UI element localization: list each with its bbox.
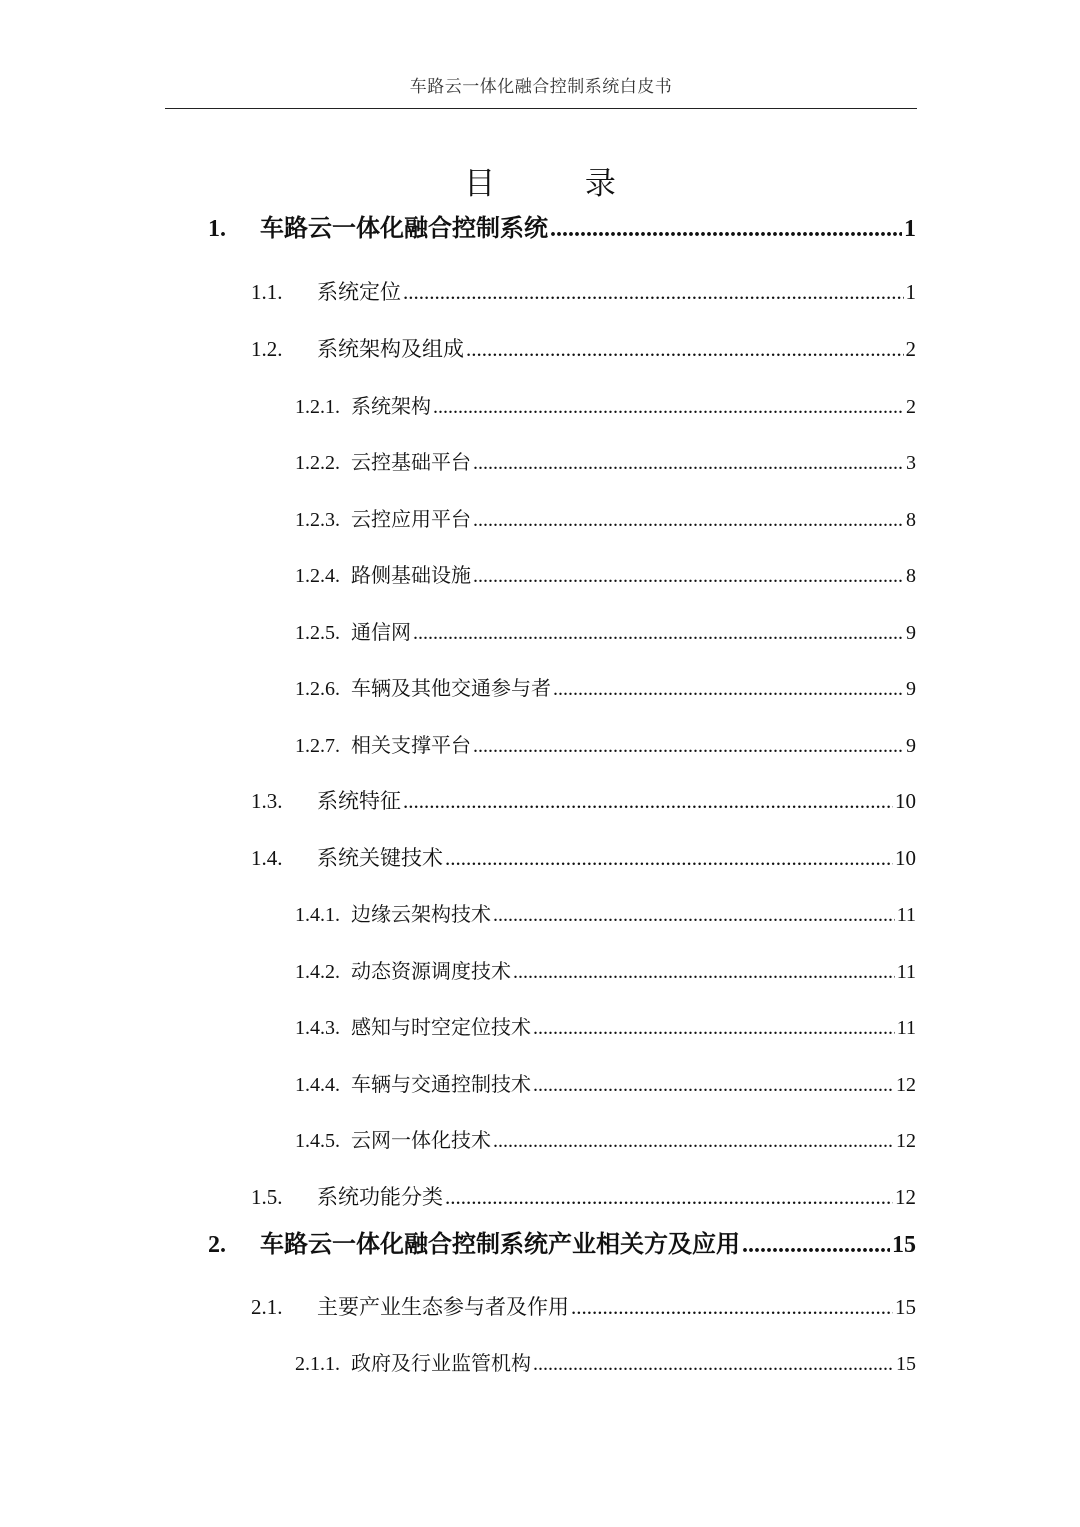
toc-dot-leader — [493, 904, 895, 927]
toc-entry-label: 主要产业生态参与者及作用 — [317, 1295, 569, 1319]
toc-dot-leader — [413, 622, 904, 645]
toc-entry-number: 2.1.1. — [295, 1353, 340, 1375]
toc-entry-label: 系统功能分类 — [317, 1185, 443, 1209]
toc-entry-label: 系统架构及组成 — [317, 337, 464, 361]
running-header: 车路云一体化融合控制系统白皮书 — [409, 77, 673, 97]
toc-entry-page: 11 — [896, 904, 916, 926]
toc-entry-number: 1.4.1. — [295, 904, 340, 926]
toc-dot-leader — [533, 1353, 894, 1376]
toc-entry-page: 1 — [905, 280, 916, 304]
toc-entry-number: 1.2.3. — [295, 509, 340, 531]
toc-entry-number: 1.4.5. — [295, 1130, 340, 1152]
toc-entry-number: 1.3. — [251, 789, 283, 813]
toc-entry-page: 1 — [904, 216, 916, 242]
toc-entry-1-2-4[interactable] — [295, 559, 916, 593]
toc-entry-1-2-3[interactable] — [295, 503, 916, 537]
toc-entry-label: 感知与时空定位技术 — [351, 1015, 531, 1039]
toc-dot-leader — [533, 1017, 895, 1040]
toc-entry-page: 10 — [895, 789, 916, 813]
toc-entry-1-2[interactable] — [251, 333, 916, 367]
toc-entry-number: 1.2.1. — [295, 396, 340, 418]
toc-entry-label: 车路云一体化融合控制系统产业相关方及应用 — [260, 1230, 740, 1258]
toc-entry-label: 系统定位 — [317, 280, 401, 304]
toc-entry-1-3[interactable] — [251, 785, 916, 819]
toc-entry-number: 1.2.5. — [295, 622, 340, 644]
toc-entry-label: 政府及行业监管机构 — [351, 1351, 531, 1375]
toc-entry-page: 8 — [906, 509, 916, 531]
toc-entry-page: 12 — [895, 1185, 916, 1209]
toc-entry-1-4[interactable] — [251, 842, 916, 876]
toc-entry-number: 1.2. — [251, 337, 283, 361]
toc-entry-1-4-4[interactable] — [295, 1068, 916, 1102]
toc-entry-1-2-2[interactable] — [295, 446, 916, 480]
toc-entry-label: 车辆及其他交通参与者 — [351, 676, 551, 700]
toc-entry-page: 15 — [892, 1232, 916, 1258]
toc-entry-page: 2 — [906, 396, 916, 418]
toc-entry-number: 1.4. — [251, 846, 283, 870]
toc-entry-label: 系统特征 — [317, 789, 401, 813]
toc-entry-page: 2 — [905, 337, 916, 361]
toc-entry-number: 1.4.4. — [295, 1074, 340, 1096]
toc-entry-number: 1.2.2. — [295, 452, 340, 474]
toc-entry-number: 2.1. — [251, 1295, 283, 1319]
toc-entry-label: 动态资源调度技术 — [351, 959, 511, 983]
toc-entry-page: 10 — [895, 846, 916, 870]
toc-dot-leader — [473, 452, 904, 475]
toc-entry-number: 1.4.2. — [295, 961, 340, 983]
toc-dot-leader — [433, 396, 904, 419]
toc-entry-number: 1.2.6. — [295, 678, 340, 700]
toc-entry-1-2-7[interactable] — [295, 729, 916, 763]
toc-entry-label: 云控应用平台 — [351, 507, 471, 531]
toc-entry-page: 11 — [896, 961, 916, 983]
toc-entry-label: 云网一体化技术 — [351, 1128, 491, 1152]
toc-entry-1-4-3[interactable] — [295, 1011, 916, 1045]
toc-entry-label: 相关支撑平台 — [351, 733, 471, 757]
toc-entry-number: 1.4.3. — [295, 1017, 340, 1039]
toc-entry-label: 路侧基础设施 — [351, 563, 471, 587]
toc-entry-number: 2. — [208, 1232, 226, 1258]
toc-entry-label: 通信网 — [351, 620, 411, 644]
toc-entry-page: 9 — [906, 735, 916, 757]
toc-dot-leader — [493, 1130, 894, 1153]
toc-dot-leader — [403, 280, 904, 305]
toc-dot-leader — [403, 789, 893, 814]
toc-entry-number: 1. — [208, 216, 226, 242]
toc-entry-number: 1.2.4. — [295, 565, 340, 587]
toc-entry-1-5[interactable] — [251, 1181, 916, 1215]
toc-entry-1-2-5[interactable] — [295, 616, 916, 650]
toc-dot-leader — [550, 216, 902, 243]
toc-dot-leader — [473, 735, 904, 758]
toc-dot-leader — [445, 1185, 893, 1210]
toc-entry-page: 11 — [896, 1017, 916, 1039]
toc-entry-page: 9 — [906, 622, 916, 644]
toc-entry-page: 12 — [896, 1074, 916, 1096]
toc-dot-leader — [473, 509, 904, 532]
toc-dot-leader — [742, 1232, 890, 1259]
toc-entry-page: 15 — [895, 1295, 916, 1319]
toc-entry-1-4-5[interactable] — [295, 1124, 916, 1158]
toc-entry-1[interactable] — [208, 208, 916, 242]
toc-entry-number: 1.1. — [251, 280, 283, 304]
toc-dot-leader — [473, 565, 904, 588]
toc-entry-1-4-1[interactable] — [295, 898, 916, 932]
toc-entry-label: 车辆与交通控制技术 — [351, 1072, 531, 1096]
toc-entry-page: 15 — [896, 1353, 916, 1375]
toc-dot-leader — [553, 678, 904, 701]
toc-entry-1-1[interactable] — [251, 276, 916, 310]
toc-entry-number: 1.5. — [251, 1185, 283, 1209]
toc-entry-page: 3 — [906, 452, 916, 474]
toc-entry-label: 边缘云架构技术 — [351, 902, 491, 926]
toc-entry-2[interactable] — [208, 1224, 916, 1258]
toc-entry-label: 系统架构 — [351, 394, 431, 418]
toc-dot-leader — [466, 337, 904, 362]
toc-entry-label: 系统关键技术 — [317, 846, 443, 870]
toc-entry-page: 12 — [896, 1130, 916, 1152]
toc-dot-leader — [445, 846, 893, 871]
toc-entry-1-4-2[interactable] — [295, 955, 916, 989]
toc-entry-2-1-1[interactable] — [295, 1347, 916, 1381]
toc-dot-leader — [571, 1295, 893, 1320]
toc-entry-label: 云控基础平台 — [351, 450, 471, 474]
toc-entry-1-2-6[interactable] — [295, 672, 916, 706]
toc-entry-1-2-1[interactable] — [295, 390, 916, 424]
toc-dot-leader — [533, 1074, 894, 1097]
toc-entry-page: 9 — [906, 678, 916, 700]
toc-entry-page: 8 — [906, 565, 916, 587]
header-divider — [165, 108, 917, 109]
toc-entry-number: 1.2.7. — [295, 735, 340, 757]
toc-dot-leader — [513, 961, 895, 984]
toc-entry-2-1[interactable] — [251, 1291, 916, 1325]
toc-entry-label: 车路云一体化融合控制系统 — [260, 214, 548, 242]
toc-title: 目 录 — [464, 166, 656, 202]
